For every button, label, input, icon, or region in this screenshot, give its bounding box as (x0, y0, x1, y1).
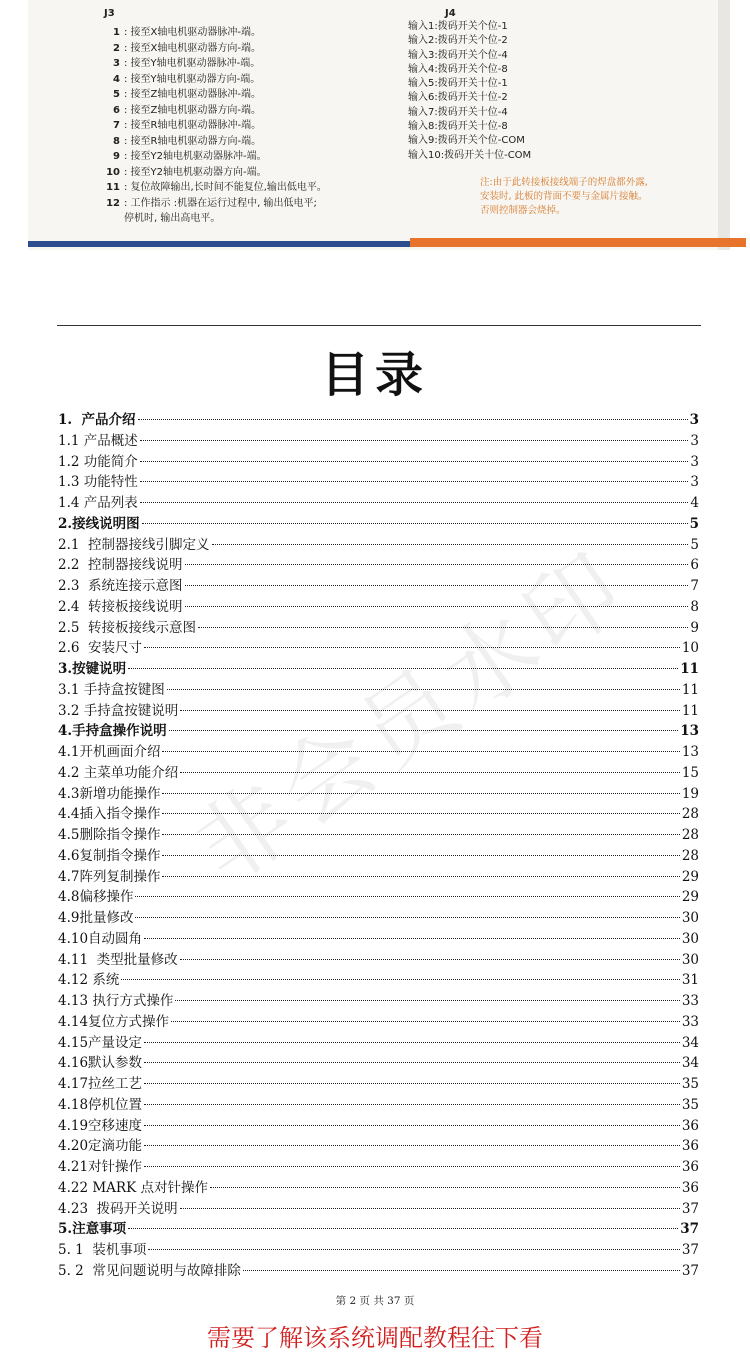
j3-pin-row (98, 25, 388, 41)
dot-leader (140, 481, 689, 482)
pin-description: : 接至Z轴电机驱动器脉冲-端。 (124, 89, 262, 100)
dot-leader (180, 772, 680, 773)
toc-entry-label: 5. 1 装机事项 (58, 1242, 147, 1258)
j4-pin-row: 输入3:拨码开关个位-4 (408, 49, 508, 61)
dot-leader (185, 564, 689, 565)
pin-number: 7 (113, 120, 120, 131)
toc-entry[interactable] (58, 555, 699, 576)
toc-entry-label: 2.2 控制器接线说明 (58, 557, 183, 574)
toc-entry-page: 30 (681, 930, 699, 947)
pin-description: : 接至Y轴电机驱动器脉冲-端。 (124, 58, 261, 69)
toc-entry[interactable] (58, 1240, 699, 1261)
toc-entry-page: 13 (680, 723, 699, 740)
toc-entry-page: 36 (681, 1138, 699, 1155)
dot-leader (135, 896, 679, 897)
toc-entry[interactable] (58, 804, 699, 825)
dot-leader (180, 1208, 680, 1209)
toc-entry-label: 4.16默认参数 (58, 1055, 143, 1072)
toc-entry[interactable] (58, 576, 699, 597)
dot-leader (185, 606, 689, 607)
toc-entry-page: 37 (680, 1221, 699, 1238)
toc-entry[interactable] (58, 1012, 699, 1033)
j3-pin-row (98, 56, 388, 72)
dot-leader (185, 585, 689, 586)
toc-entry-label: 4.17拉丝工艺 (58, 1076, 143, 1092)
dot-leader (142, 523, 688, 524)
dot-leader (138, 419, 688, 420)
toc-entry[interactable] (58, 1261, 699, 1282)
toc-entry[interactable] (58, 784, 699, 805)
toc-entry[interactable] (58, 1074, 699, 1095)
j3-pin-row (98, 165, 388, 181)
promo-banner: 需要了解该系统调配教程往下看 (207, 1324, 543, 1352)
dot-leader (162, 813, 679, 814)
dot-leader (144, 1125, 680, 1126)
toc-entry[interactable] (58, 929, 699, 950)
toc-entry[interactable] (58, 970, 699, 991)
toc-entry-page: 30 (681, 910, 699, 926)
toc-entry-page: 37 (681, 1200, 699, 1217)
dot-leader (144, 647, 680, 648)
j4-pin-row: 输入10:拨码开关十位-COM (408, 149, 532, 161)
dot-leader (175, 1000, 679, 1001)
toc-entry-page: 33 (681, 1013, 699, 1030)
j4-pin-row: 输入1:拨码开关个位-1 (408, 21, 508, 32)
toc-entry[interactable] (58, 680, 699, 701)
toc-entry-page: 15 (681, 764, 699, 781)
toc-entry-page: 8 (690, 598, 699, 615)
toc-entry[interactable] (58, 887, 699, 908)
toc-entry-label: 2.接线说明图 (58, 515, 140, 532)
j4-pin-row: 输入8:拨码开关十位-8 (408, 121, 508, 133)
toc-entry-label: 4.15产量设定 (58, 1034, 143, 1051)
pin-description: : 接至Y轴电机驱动器方向-端。 (124, 73, 261, 85)
toc-entry[interactable] (58, 908, 699, 929)
toc-entry-page: 3 (690, 453, 699, 470)
toc-entry-page: 7 (690, 578, 699, 594)
pin-number: 2 (113, 42, 120, 54)
toc-entry-label: 4.23 拨码开关说明 (58, 1200, 178, 1217)
pin-description: : 接至Y2轴电机驱动器方向-端。 (124, 166, 267, 178)
toc-entry-page: 37 (681, 1262, 699, 1279)
toc-entry-page: 28 (681, 847, 699, 864)
pin-number: 1 (113, 27, 120, 38)
toc-entry-page: 36 (681, 1117, 699, 1134)
toc-entry[interactable] (58, 701, 699, 722)
toc-entry-label: 2.6 安装尺寸 (58, 640, 143, 657)
toc-entry-page: 37 (681, 1242, 699, 1258)
j3-pin-row (98, 41, 388, 57)
dot-leader (180, 710, 680, 711)
toc-entry[interactable] (58, 1136, 699, 1157)
toc-entry-page: 5 (690, 536, 699, 553)
j4-pin-row: 输入5:拨码开关十位-1 (408, 78, 508, 90)
pin-description: : 接至Z轴电机驱动器方向-端。 (124, 104, 262, 116)
j3-pin-row (98, 72, 388, 88)
toc-entry-page: 13 (681, 744, 699, 760)
toc-entry-label: 3.按键说明 (58, 661, 127, 677)
toc-entry-label: 4.22 MARK 点对针操作 (58, 1179, 208, 1196)
dot-leader (180, 959, 680, 960)
pin-description: : 接至Y2轴电机驱动器脉冲-端。 (124, 151, 267, 162)
toc-entry-label: 4.18停机位置 (58, 1096, 143, 1113)
j3-pin-row (98, 134, 388, 150)
toc-entry-page: 11 (681, 681, 699, 698)
pin-number: 3 (113, 58, 120, 69)
dot-leader (140, 502, 689, 503)
toc-entry-page: 9 (690, 619, 699, 636)
toc-entry-label: 3.2 手持盒按键说明 (58, 702, 179, 719)
toc-entry-label: 1.3 功能特性 (58, 474, 138, 491)
toc-entry-page: 28 (681, 806, 699, 823)
toc-entry-label: 4.19空移速度 (58, 1117, 143, 1134)
toc-entry-page: 4 (690, 495, 699, 511)
toc-entry-label: 4.9批量修改 (58, 910, 134, 926)
j3-pin-row (98, 103, 388, 119)
dot-leader (162, 876, 679, 877)
j3-pin-list (98, 25, 388, 227)
dot-leader (144, 1145, 680, 1146)
toc-entry-label: 1. 产品介绍 (58, 412, 136, 428)
toc-entry-label: 1.4 产品列表 (58, 495, 138, 511)
dot-leader (144, 1083, 680, 1084)
toc-entry-label: 4.6复制指令操作 (58, 847, 161, 864)
toc-entry-page: 31 (681, 972, 699, 989)
dot-leader (140, 440, 689, 441)
toc-entry-label: 4.8偏移操作 (58, 889, 134, 906)
pin-number: 11 (106, 182, 120, 193)
j3-pin-row (98, 180, 388, 196)
pin-description: : 接至R轴电机驱动器方向-端。 (124, 135, 262, 147)
toc-entry-page: 29 (681, 868, 699, 885)
toc-entry-page: 36 (681, 1159, 699, 1175)
toc-entry-page: 11 (680, 661, 699, 677)
toc-entry-page: 36 (681, 1179, 699, 1196)
toc-entry[interactable] (58, 1157, 699, 1178)
dot-leader (144, 1042, 680, 1043)
toc-entry-page: 35 (681, 1076, 699, 1092)
dot-leader (128, 668, 678, 669)
dot-leader (144, 1166, 680, 1167)
toc-entry[interactable] (58, 867, 699, 888)
j4-pin-list (408, 20, 668, 163)
toc-entry-label: 4.2 主菜单功能介绍 (58, 764, 179, 781)
toc-entry-page: 11 (681, 702, 699, 719)
toc-entry-label: 4.14复位方式操作 (58, 1013, 170, 1030)
table-of-contents (58, 410, 699, 1282)
toc-entry-page: 35 (681, 1096, 699, 1113)
pin-number: 9 (113, 151, 120, 162)
toc-entry-label: 4.12 系统 (58, 972, 120, 989)
pin-description: : 接至X轴电机驱动器方向-端。 (124, 42, 262, 54)
toc-entry-label: 4.1开机画面介绍 (58, 744, 161, 760)
j4-pin-row: 输入2:拨码开关个位-2 (408, 35, 508, 47)
j4-pin-row: 输入4:拨码开关个位-8 (408, 63, 508, 75)
j3-title: J3 (104, 8, 115, 19)
toc-entry-page: 29 (681, 889, 699, 906)
dot-leader (162, 834, 679, 835)
toc-entry-page: 19 (681, 785, 699, 802)
pin-number: 6 (113, 104, 120, 116)
dot-leader (144, 938, 680, 939)
dot-leader (121, 979, 679, 980)
toc-entry[interactable] (58, 638, 699, 659)
toc-entry[interactable] (58, 1095, 699, 1116)
toc-entry[interactable] (58, 1053, 699, 1074)
dot-leader (144, 1062, 680, 1063)
toc-entry-page: 34 (681, 1055, 699, 1072)
dot-leader (212, 544, 689, 545)
toc-entry[interactable] (58, 659, 699, 680)
toc-entry[interactable] (58, 535, 699, 556)
toc-entry-page: 5 (689, 515, 699, 532)
blue-stripe (28, 241, 410, 247)
pin-description: : 复位故障输出,长时间不能复位,输出低电平。 (124, 182, 327, 193)
pin-description: : 接至R轴电机驱动器脉冲-端。 (124, 120, 262, 131)
dot-leader (140, 461, 689, 462)
toc-entry-label: 2.5 转接板接线示意图 (58, 619, 197, 636)
toc-entry[interactable] (58, 825, 699, 846)
toc-entry-label: 5.注意事项 (58, 1221, 127, 1238)
j4-pin-row: 输入6:拨码开关十位-2 (408, 92, 508, 104)
toc-entry-label: 2.4 转接板接线说明 (58, 598, 183, 615)
toc-entry-label: 4.21对针操作 (58, 1159, 143, 1175)
j3-pin-row (98, 87, 388, 103)
toc-entry[interactable] (58, 1199, 699, 1220)
dot-leader (169, 730, 679, 731)
j3-pin-row (98, 149, 388, 165)
toc-entry-page: 34 (681, 1034, 699, 1051)
dot-leader (128, 1228, 678, 1229)
dot-leader (162, 793, 679, 794)
toc-entry-label: 4.3新增功能操作 (58, 785, 161, 802)
dot-leader (167, 689, 680, 690)
toc-entry-label: 4.10自动圆角 (58, 930, 143, 947)
dot-leader (162, 855, 679, 856)
toc-heading: 目录 (320, 347, 429, 403)
dot-leader (162, 751, 679, 752)
toc-entry[interactable] (58, 618, 699, 639)
dot-leader (148, 1249, 679, 1250)
dot-leader (135, 917, 679, 918)
scanned-wiring-strip (28, 0, 718, 250)
toc-entry-page: 6 (690, 557, 699, 574)
toc-entry[interactable] (58, 721, 699, 742)
toc-entry[interactable] (58, 1219, 699, 1240)
toc-entry[interactable] (58, 950, 699, 971)
pin-number: 12 (106, 197, 120, 209)
pin-description: : 工作指示 :机器在运行过程中, 输出低电平; 停机时, 输出高电平。 (124, 197, 317, 224)
toc-entry-label: 2.3 系统连接示意图 (58, 578, 183, 594)
dot-leader (144, 1104, 680, 1105)
dot-leader (198, 627, 688, 628)
pin-number: 10 (106, 166, 120, 178)
pin-number: 5 (113, 89, 120, 100)
j4-pin-row: 输入9:拨码开关个位-COM (408, 135, 525, 147)
j4-pin-row: 输入7:拨码开关十位-4 (408, 106, 508, 118)
toc-entry-label: 4.7阵列复制操作 (58, 868, 161, 885)
toc-entry[interactable] (58, 763, 699, 784)
toc-entry[interactable] (58, 493, 699, 514)
toc-entry-page: 3 (689, 412, 699, 428)
dot-leader (210, 1187, 680, 1188)
toc-entry[interactable] (58, 742, 699, 763)
toc-entry-page: 10 (681, 640, 699, 657)
toc-entry-label: 4.11 类型批量修改 (58, 951, 178, 968)
toc-entry-page: 3 (690, 474, 699, 491)
toc-entry[interactable] (58, 1116, 699, 1137)
toc-entry[interactable] (58, 514, 699, 535)
toc-entry-page: 28 (681, 827, 699, 843)
toc-entry-label: 1.2 功能简介 (58, 453, 138, 470)
toc-entry-label: 4.手持盒操作说明 (58, 723, 167, 740)
watermark: 非会员水印 (176, 529, 648, 905)
toc-entry-page: 30 (681, 951, 699, 968)
toc-entry-label: 4.4插入指令操作 (58, 806, 161, 823)
toc-entry-label: 4.13 执行方式操作 (58, 993, 174, 1009)
toc-entry-label: 5. 2 常见问题说明与故障排除 (58, 1262, 241, 1279)
toc-entry[interactable] (58, 431, 699, 452)
j4-title: J4 (445, 8, 456, 19)
divider (57, 325, 701, 326)
orange-stripe (410, 238, 746, 247)
toc-entry-page: 33 (681, 993, 699, 1009)
toc-entry[interactable] (58, 410, 699, 431)
toc-entry-page: 3 (690, 432, 699, 449)
toc-entry[interactable] (58, 452, 699, 473)
pin-number: 8 (113, 135, 120, 147)
toc-entry[interactable] (58, 597, 699, 618)
toc-entry-label: 4.20定滴功能 (58, 1138, 143, 1155)
toc-entry-label: 4.5删除指令操作 (58, 827, 161, 843)
dot-leader (243, 1270, 680, 1271)
toc-entry-label: 2.1 控制器接线引脚定义 (58, 536, 210, 553)
toc-entry[interactable] (58, 991, 699, 1012)
page-footer: 第 2 页 共 37 页 (335, 1295, 415, 1307)
toc-entry-label: 3.1 手持盒按键图 (58, 681, 165, 698)
toc-entry[interactable] (58, 846, 699, 867)
j3-pin-row (98, 118, 388, 134)
toc-entry[interactable] (58, 472, 699, 493)
toc-entry[interactable] (58, 1178, 699, 1199)
toc-entry[interactable] (58, 1033, 699, 1054)
j3-pin-row (98, 196, 388, 227)
warning-note: 注:由于此转接板接线端子的焊盘都外露, 安装时, 此板的背面不要与金属片接触。 否则控制器会烧掉。 (480, 177, 648, 216)
dot-leader (171, 1021, 680, 1022)
pin-description: : 接至X轴电机驱动器脉冲-端。 (124, 27, 262, 38)
pin-number: 4 (113, 73, 120, 85)
toc-entry-label: 1.1 产品概述 (58, 432, 138, 449)
